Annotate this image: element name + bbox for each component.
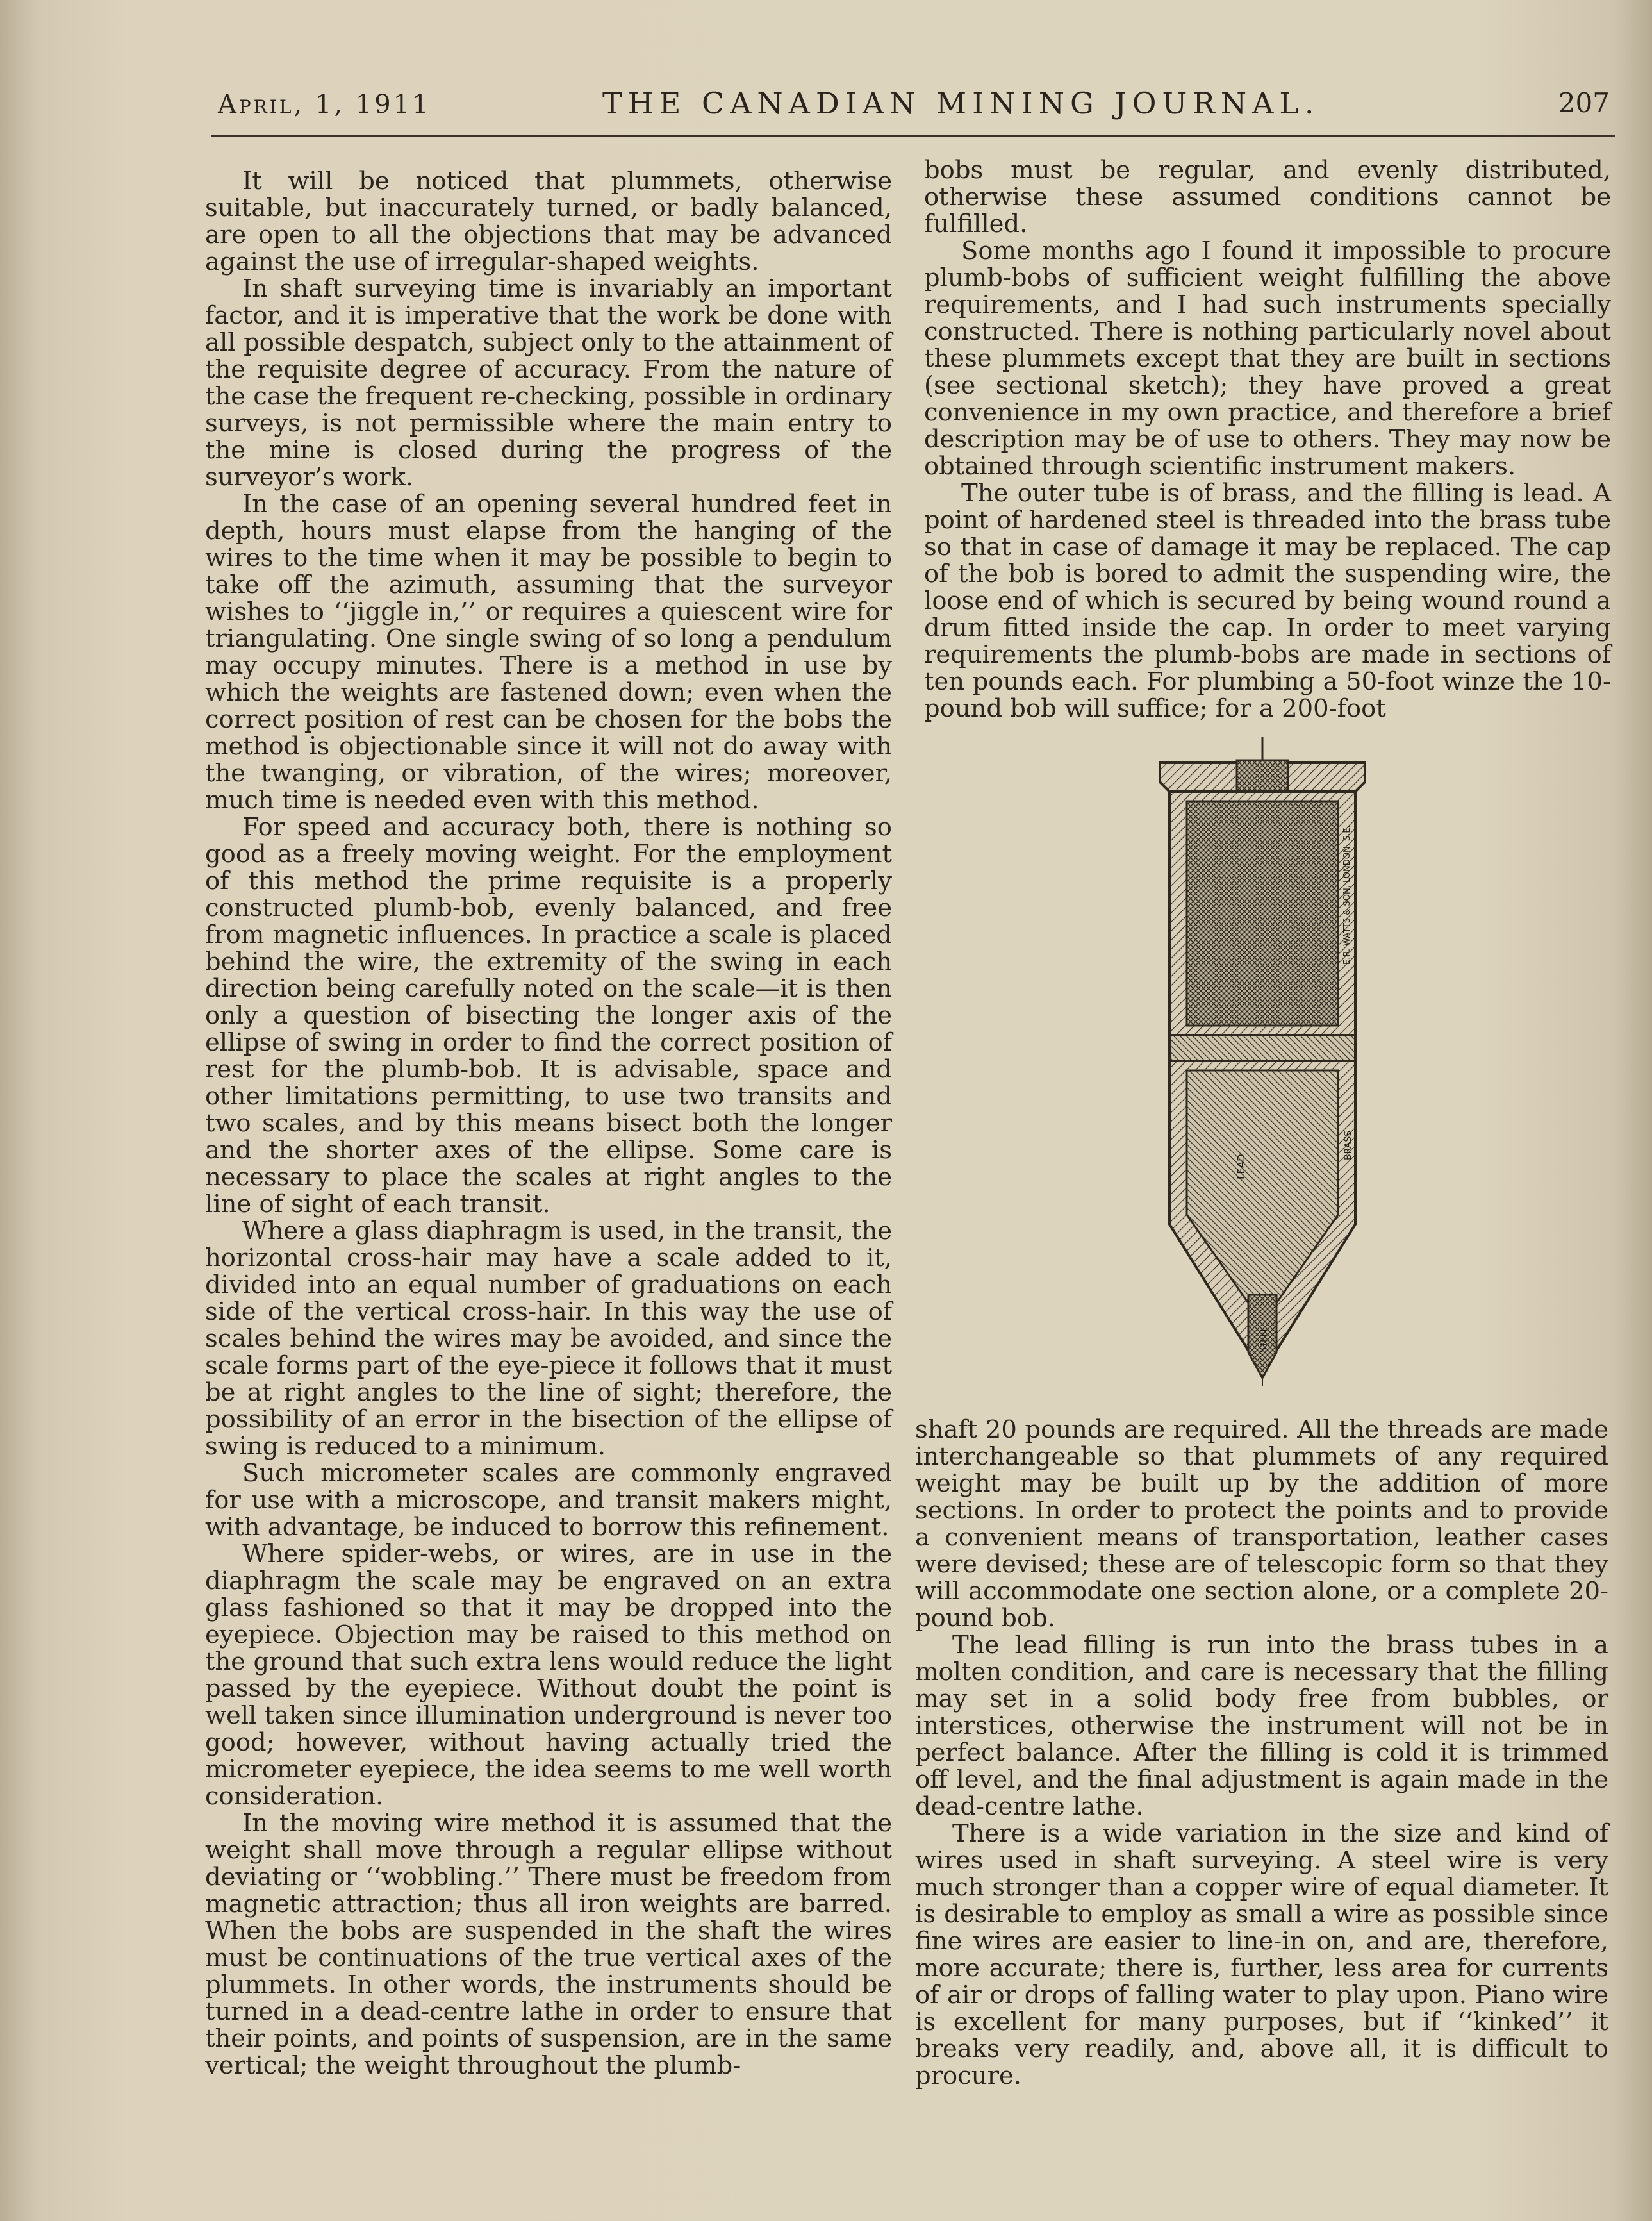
label-lead: LEAD	[1235, 1154, 1247, 1179]
right-column-top	[924, 156, 1611, 723]
paragraph: Some months ago I found it impossible to procure plumb-bobs of sufficient weight fulfilling the above requirements, and I had such instruments specially constructed. There is nothing particularly novel about these plummets except that they are built in sections (see sectional sketch); they have proved a great convenience in my own practice, and therefore a brief description may be of use to others. They may now be obtained through scientific instrument makers.	[924, 237, 1611, 481]
paragraph: For speed and accuracy both, there is nothing so good as a freely moving weight. For the employment of this method the prime requisite is a properly constructed plumb-bob, evenly balanced, and free from magnetic influences. In practice a scale is placed behind the wire, the extremity of the swing in each direction being carefully noted on the scale—it is then only a question of bisecting the longer axis of the ellipse of swing in order to find the correct position of rest for the plumb-bob. It is advisable, space and other limitations permitting, to use two transits and two scales, and by this means bisect both the longer and the shorter axes of the ellipse. Some care is necessary to place the scales at right angles to the line of sight of each transit.	[205, 813, 892, 1219]
page-number: 207	[1558, 87, 1610, 119]
page-header	[211, 83, 1615, 137]
maker-mark: E.R. WATTS & SON, LONDON, S.E.	[1342, 825, 1352, 965]
paragraph: It will be noticed that plummets, otherwise suitable, but inaccurately turned, or badly balanced, are open to all the objections that may be advanced against the use of irregular-shaped weights.	[205, 167, 892, 276]
paragraph: bobs must be regular, and evenly distributed, otherwise these assumed conditions cannot be fulfilled.	[924, 156, 1611, 238]
issue-date: April, 1, 1911	[218, 90, 431, 119]
paragraph: Such micrometer scales are commonly engraved for use with a microscope, and transit makers might, with advantage, be induced to borrow this refinement.	[205, 1459, 892, 1542]
paragraph: Where spider-webs, or wires, are in use in the diaphragm the scale may be engraved on an extra glass fashioned so that it may be dropped into the eyepiece. Objection may be raised to this method on the ground that such extra lens would reduce the light passed by the eyepiece. Without doubt the point is well taken since illumination underground is never too good; however, without having actually tried the micrometer eyepiece, the idea seems to me well worth consideration.	[205, 1540, 892, 1811]
paragraph: Where a glass diaphragm is used, in the transit, the horizontal cross-hair may have a scale added to it, divided into an equal number of graduations on each side of the vertical cross-hair. In this way the use of scales behind the wires may be avoided, and since the scale forms part of the eye-piece it follows that it must be at right angles to the line of sight; therefore, the possibility of an error in the bisection of the ellipse of swing is reduced to a minimum.	[205, 1217, 892, 1461]
paragraph: In shaft surveying time is invariably an important factor, and it is imperative that the work be done with all possible despatch, subject only to the attainment of the requisite degree of accuracy. From the nature of the case the frequent re-checking, possible in ordinary surveys, is not permissible where the main entry to the mine is closed during the progress of the surveyor’s work.	[205, 274, 892, 492]
plumb-bob-sectional-sketch	[1147, 737, 1391, 1397]
paragraph: The outer tube is of brass, and the filling is lead. A point of hardened steel is threaded into the brass tube so that in case of damage it may be replaced. The cap of the bob is bored to admit the suspending wire, the loose end of which is secured by being wound round a drum fitted inside the cap. In order to meet varying requirements the plumb-bobs are made in sections of ten pounds each. For plumbing a 50-foot winze the 10-pound bob will suffice; for a 200-foot	[924, 479, 1611, 723]
right-column-bottom	[915, 1417, 1608, 2109]
paragraph: The lead filling is run into the brass tubes in a molten condition, and care is necessary that the filling may set in a solid body free from bubbles, or interstices, otherwise the instrument will not be in perfect balance. After the filling is cold it is trimmed off level, and the final adjustment is again made in the dead-centre lathe.	[915, 1631, 1608, 1821]
plumb-bob-illustration	[1147, 737, 1391, 1397]
journal-title: THE CANADIAN MINING JOURNAL.	[602, 86, 1320, 121]
left-column	[205, 168, 892, 2129]
label-brass: BRASS	[1343, 1130, 1353, 1160]
paragraph: There is a wide variation in the size and kind of wires used in shaft surveying. A steel wire is very much stronger than a copper wire of equal diameter. It is desirable to employ as small a wire as possible since fine wires are easier to line-in on, and are, therefore, more accurate; there is, further, less area for currents of air or drops of falling water to play upon. Piano wire is excellent for many purposes, but if ‘‘kinked’’ it breaks very readily, and, above all, it is difficult to procure.	[915, 1819, 1608, 2090]
paragraph: In the moving wire method it is assumed that the weight shall move through a regular ellipse without deviating or ‘‘wobbling.’’ There must be freedom from magnetic attraction; thus all iron weights are barred. When the bobs are suspended in the shaft the wires must be continuations of the true vertical axes of the plummets. In other words, the instruments should be turned in a dead-centre lathe in order to ensure that their points, and points of suspension, are in the same vertical; the weight throughout the plumb-	[205, 1809, 892, 2080]
paragraph: In the case of an opening several hundred feet in depth, hours must elapse from the hanging of the wires to the time when it may be possible to begin to take off the azimuth, assuming that the surveyor wishes to ‘‘jiggle in,’’ or requires a quiescent wire for triangulating. One single swing of so long a pendulum may occupy minutes. There is a method in use by which the weights are fastened down; even when the correct position of rest can be chosen for the bobs the method is objectionable since it will not do away with the twanging, or vibration, of the wires; moreover, much time is needed even with this method.	[205, 490, 892, 815]
label-steel: STEEL	[1259, 1327, 1269, 1352]
paragraph: shaft 20 pounds are required. All the threads are made interchangeable so that plummets of any required weight may be built up by the addition of more sections. In order to protect the points and to provide a convenient means of transportation, leather cases were devised; these are of telescopic form so that they will accommodate one section alone, or a complete 20-pound bob.	[915, 1415, 1608, 1633]
